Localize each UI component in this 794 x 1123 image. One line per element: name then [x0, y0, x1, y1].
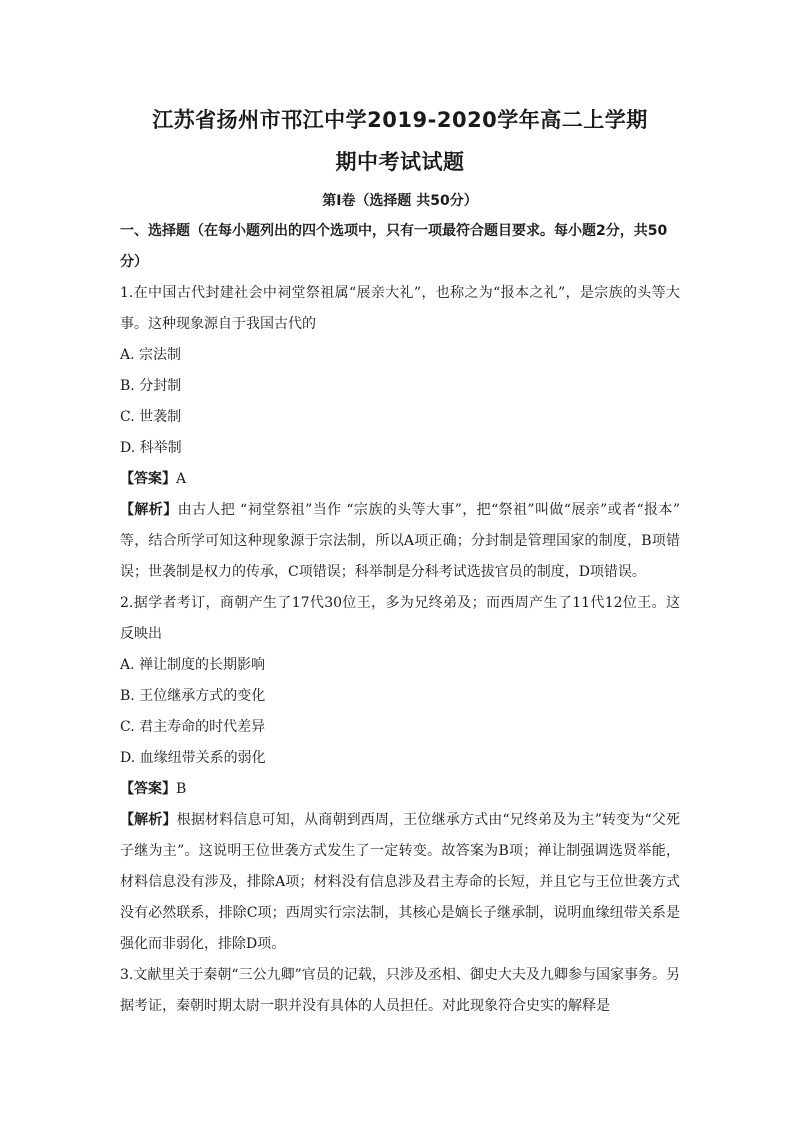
- analysis-tag: 【解析】: [120, 812, 177, 828]
- question-2: [120, 588, 680, 960]
- option-b: B. 分封制: [120, 378, 182, 394]
- document-title-line-2: 期中考试试题: [335, 150, 465, 174]
- question-3: [120, 960, 680, 1022]
- analysis-tag: 【解析】: [120, 502, 178, 518]
- analysis-paragraph: [120, 805, 680, 960]
- answer-line: [120, 774, 680, 805]
- part-title: 第Ⅰ卷（选择题 共50分）: [322, 193, 478, 209]
- analysis-text: 由古人把 “祠堂祭祖”当作 “宗族的头等大事”，把“祭祖”叫做“展亲”或者“报本” 等，结合所学可知这种现象源于宗法制，所以A项正确；分封制是管理国家的制度，B项错误；世袭制是权力的传承，C项错误；科举制是分科考试选拔官员的制度，D项错误。: [120, 502, 680, 580]
- question-stem: 3.文献里关于秦朝“三公九卿”官员的记载，只涉及丞相、御史大夫及九卿参与国家事务。另据考证，秦朝时期太尉一职并没有具体的人员担任。对此现象符合史实的解释是: [120, 967, 680, 1014]
- question-1: [120, 278, 680, 588]
- option-c: C. 世袭制: [120, 409, 182, 425]
- option-c: C. 君主寿命的时代差异: [120, 719, 266, 735]
- option-b: B. 王位继承方式的变化: [120, 688, 266, 704]
- answer-value: B: [176, 781, 187, 797]
- answer-tag: 【答案】: [120, 781, 176, 797]
- option-d: D. 血缘纽带关系的弱化: [120, 750, 266, 766]
- answer-tag: 【答案】: [120, 471, 176, 487]
- option-a: A. 宗法制: [120, 347, 182, 363]
- option-d: D. 科举制: [120, 440, 182, 456]
- analysis-paragraph: [120, 495, 680, 588]
- question-stem: 2.据学者考订，商朝产生了17代30位王，多为兄终弟及；而西周产生了11代12位王。这反映出: [120, 595, 680, 642]
- answer-value: A: [176, 471, 187, 487]
- exam-page: [120, 100, 680, 1022]
- question-stem: 1.在中国古代封建社会中祠堂祭祖属“展亲大礼”，也称之为“报本之礼”，是宗族的头等大事。这种现象源自于我国古代的: [120, 285, 680, 332]
- answer-line: [120, 464, 680, 495]
- section-heading: 一、选择题（在每小题列出的四个选项中，只有一项最符合题目要求。每小题2分，共50分）: [120, 223, 668, 270]
- document-title-line-1: 江苏省扬州市邗江中学2019-2020学年高二上学期: [152, 108, 648, 132]
- analysis-text: 根据材料信息可知，从商朝到西周，王位继承方式由“兄终弟及为主”转变为“父死子继为主”。这说明王位世袭方式发生了一定转变。故答案为B项；禅让制强调选贤举能，材料信息没有涉及，排除A项；材料没有信息涉及君主寿命的长短，并且它与王位世袭方式没有必然联系，排除C项；西周实行宗法制，其核心是嫡长子继承制，说明血缘纽带关系是强化而非弱化，排除D项。: [120, 812, 680, 952]
- option-a: A. 禅让制度的长期影响: [120, 657, 266, 673]
